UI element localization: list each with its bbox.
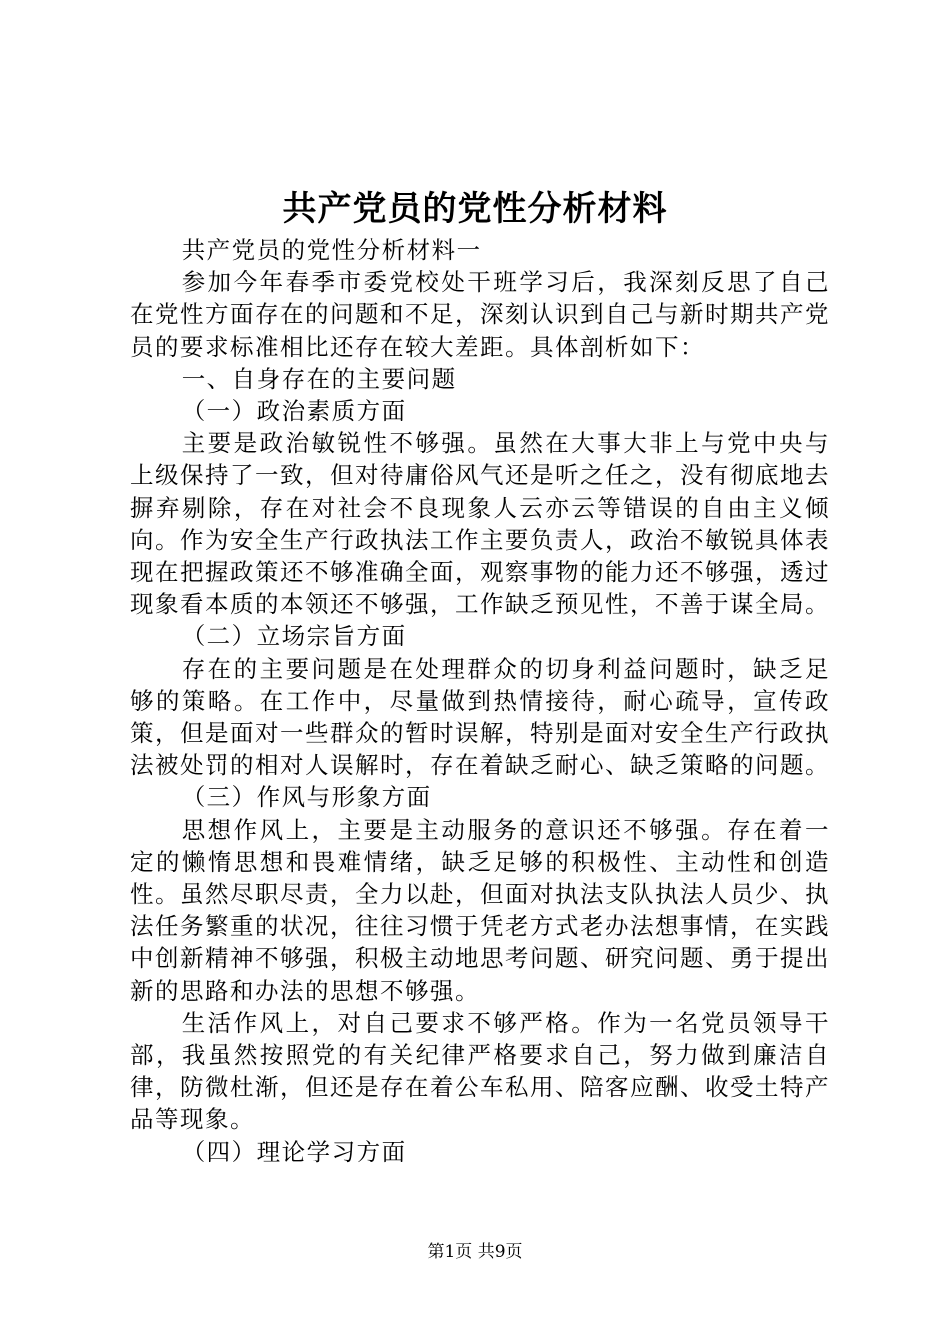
- subheading-style-image: （三）作风与形象方面: [181, 783, 432, 812]
- subheading-theory-study: （四）理论学习方面: [181, 1137, 407, 1166]
- intro-paragraph: 参加今年春季市委党校处干班学习后，我深刻反思了自己在党性方面存在的问题和不足，深刻认识到自己与新时期共产党员的要求标准相比还存在较大差距。具体剖析如下：: [130, 268, 830, 361]
- subheading-political-quality: （一）政治素质方面: [181, 397, 407, 426]
- paragraph-thinking-style: 思想作风上，主要是主动服务的意识还不够强。存在着一定的懒惰思想和畏难情绪，缺乏足够的积极性、主动性和创造性。虽然尽职尽责，全力以赴，但面对执法支队执法人员少、执法任务繁重的状况，往往习惯于凭老方式老办法想事情，在实践中创新精神不够强，积极主动地思考问题、研究问题、勇于提出新的思路和办法的思想不够强。: [130, 815, 830, 1005]
- page-footer: 第1页 共9页: [427, 1242, 523, 1262]
- paragraph-political-quality: 主要是政治敏锐性不够强。虽然在大事大非上与党中央与上级保持了一致，但对待庸俗风气还是听之任之，没有彻底地去摒弃剔除，存在对社会不良现象人云亦云等错误的自由主义倾向。作为安全生产行政执法工作主要负责人，政治不敏锐具体表现在把握政策还不够准确全面，观察事物的能力还不够强，透过现象看本质的本领还不够强，工作缺乏预见性，不善于谋全局。: [130, 429, 830, 619]
- paragraph-stance-purpose: 存在的主要问题是在处理群众的切身利益问题时，缺乏足够的策略。在工作中，尽量做到热情接待，耐心疏导，宣传政策，但是面对一些群众的暂时误解，特别是面对安全生产行政执法被处罚的相对人误解时，存在着缺乏耐心、缺乏策略的问题。: [130, 654, 830, 780]
- section-heading-main-problems: 一、自身存在的主要问题: [181, 364, 457, 393]
- section-subtitle: 共产党员的党性分析材料一: [181, 236, 482, 264]
- subheading-stance-purpose: （二）立场宗旨方面: [181, 622, 407, 651]
- document-body: [130, 234, 830, 1168]
- paragraph-life-style: 生活作风上，对自己要求不够严格。作为一名党员领导干部，我虽然按照党的有关纪律严格要求自己，努力做到廉洁自律，防微杜渐，但还是存在着公车私用、陪客应酬、收受土特产品等现象。: [130, 1008, 830, 1134]
- document-title: 共产党员的党性分析材料: [282, 189, 668, 229]
